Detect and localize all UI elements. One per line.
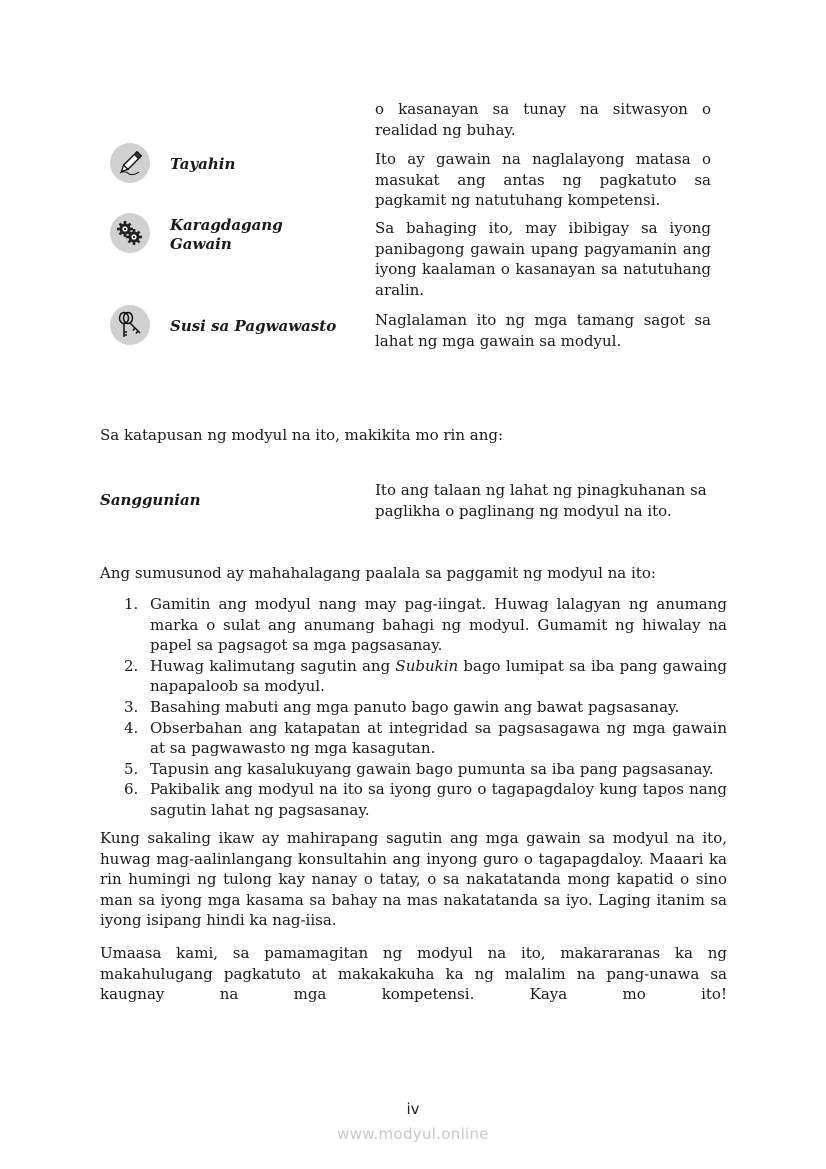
list-text: Pakibalik ang modyul na ito sa iyong guro o tagapagdaloy kung tapos nang sagutin lahat ng pagsasanay. xyxy=(150,780,727,819)
list-text: Huwag kalimutang sagutin ang xyxy=(150,656,396,675)
list-number: 2. xyxy=(124,656,139,675)
watermark-url: www.modyul.online xyxy=(337,1125,489,1143)
list-number: 3. xyxy=(124,697,139,716)
list-number: 4. xyxy=(124,718,139,737)
reminders-intro: Ang sumusunod ay mahahalagang paalala sa paggamit ng modyul na ito: xyxy=(100,564,656,582)
list-text: Basahing mabuti ang mga panuto bago gawin ang bawat pagsasanay. xyxy=(150,697,680,716)
pencil-icon xyxy=(110,143,150,183)
legend-label: Tayahin xyxy=(170,155,236,173)
list-number: 1. xyxy=(124,595,139,613)
list-text: Gamitin ang modyul nang may pag-iingat. Huwag lalagyan ng anumang marka o sulat ang anumang bahagi ng modyul. Gumamit ng hiwalay na papel sa pagsagot sa mga pagsasanay. xyxy=(150,595,727,655)
list-item xyxy=(100,594,727,656)
legend-description: Ito ang talaan ng lahat ng pinagkuhanan sa paglikha o paglinang ng modyul na ito. xyxy=(375,481,707,520)
list-number: 5. xyxy=(124,759,139,778)
gears-icon xyxy=(110,213,150,253)
list-item xyxy=(100,779,727,820)
legend-description: Naglalaman ito ng mga tamang sagot sa lahat ng mga gawain sa modyul. xyxy=(375,311,711,350)
list-item xyxy=(100,697,727,718)
reminders-list xyxy=(100,594,727,821)
legend-description: Sa bahaging ito, may ibibigay sa iyong panibagong gawain upang pagyamanin ang iyong kaalaman o kasanayan sa natutuhang aralin. xyxy=(375,219,711,299)
list-item xyxy=(100,656,727,697)
list-text: Obserbahan ang katapatan at integridad sa pagsasagawa ng mga gawain at sa pagwawasto ng mga kasagutan. xyxy=(150,718,727,758)
legend-label xyxy=(170,216,283,254)
closing-paragraph: Umaasa kami, sa pamamagitan ng modyul na ito, makararanas ka ng makahulugang pagkatuto at makakakuha ka ng malalim na pang-unawa sa kaugnay na mga kompetensi. Kaya mo ito! xyxy=(100,944,727,1004)
keys-icon xyxy=(110,305,150,345)
page-number: iv xyxy=(406,1100,420,1118)
end-of-module-intro: Sa katapusan ng modyul na ito, makikita mo rin ang: xyxy=(100,426,504,444)
list-text-emphasis: Subukin xyxy=(395,656,459,675)
list-text: Tapusin ang kasalukuyang gawain bago pumunta sa iba pang pagsasanay. xyxy=(150,759,714,778)
legend-label-line: Karagdagang xyxy=(170,216,283,234)
legend-label: Susi sa Pagwawasto xyxy=(170,317,337,335)
legend-label: Sanggunian xyxy=(100,491,201,509)
list-number: 6. xyxy=(124,780,139,799)
legend-label-line: Gawain xyxy=(170,235,232,253)
legend-description: o kasanayan sa tunay na sitwasyon o realidad ng buhay. xyxy=(375,100,711,139)
help-paragraph: Kung sakaling ikaw ay mahirapang sagutin ang mga gawain sa modyul na ito, huwag mag-aalinlangang konsultahin ang inyong guro o tagapagdaloy. Maaari ka rin humingi ng tulong kay nanay o tatay, o sa nakatatanda mong kapatid o sino man sa iyong mga kasama sa bahay na mas nakatatanda sa iyo. Laging itanim sa iyong isipang hindi ka nag-iisa. xyxy=(100,829,727,930)
list-item xyxy=(100,718,727,759)
list-item xyxy=(100,759,727,780)
list-text: bago lumipat sa iba pang gawaing napapaloob sa modyul. xyxy=(150,656,727,696)
legend-description: Ito ay gawain na naglalayong matasa o masukat ang antas ng pagkatuto sa pagkamit ng natutuhang kompetensi. xyxy=(375,150,711,210)
